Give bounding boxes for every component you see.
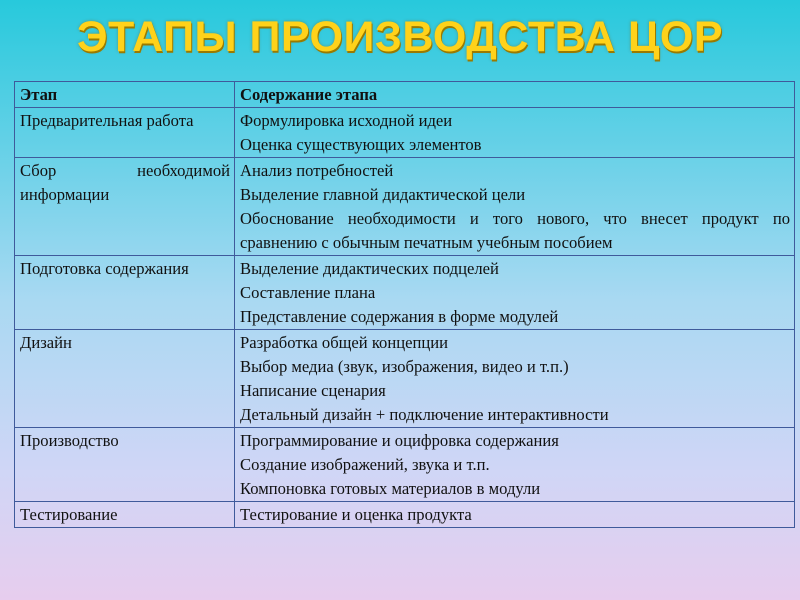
table-row [15, 108, 795, 158]
content-item: Представление содержания в форме модулей [240, 307, 559, 326]
stage-cell: Дизайн [15, 330, 235, 428]
stage-cell: Производство [15, 428, 235, 502]
content-item: Компоновка готовых материалов в модули [240, 479, 541, 498]
slide-title: ЭТАПЫ ПРОИЗВОДСТВА ЦОР [76, 13, 724, 61]
content-item: Тестирование и оценка продукта [240, 505, 472, 524]
table-row [15, 256, 795, 330]
content-item: Выделение главной дидактической цели [240, 185, 526, 204]
table-header-row [15, 82, 795, 108]
table-row [15, 502, 795, 528]
header-stage: Этап [15, 82, 235, 108]
content-item: Выбор медиа (звук, изображения, видео и т.п.) [240, 357, 569, 376]
stage-cell: Подготовка содержания [15, 256, 235, 330]
content-item: Составление плана [240, 283, 376, 302]
content-item: Оценка существующих элементов [240, 135, 482, 154]
table-row [15, 158, 795, 256]
content-item: Детальный дизайн + подключение интерактивности [240, 405, 609, 424]
content-item: Формулировка исходной идеи [240, 111, 453, 130]
stage-cell: Предварительная работа [15, 108, 235, 158]
content-item: Разработка общей концепции [240, 333, 448, 352]
content-cell [235, 502, 795, 528]
content-cell [235, 158, 795, 256]
header-content: Содержание этапа [235, 82, 795, 108]
content-item: Выделение дидактических подцелей [240, 259, 499, 278]
content-item: Написание сценария [240, 381, 386, 400]
content-item: Программирование и оцифровка содержания [240, 431, 559, 450]
content-cell [235, 108, 795, 158]
content-item: Обоснование необходимости и того нового, что внесет продукт по сравнению с обычным печатным учебным пособием [240, 209, 790, 252]
stage-cell: Тестирование [15, 502, 235, 528]
content-cell [235, 428, 795, 502]
stages-table [14, 81, 795, 528]
content-item: Анализ потребностей [240, 161, 394, 180]
table-row [15, 330, 795, 428]
content-cell [235, 330, 795, 428]
content-cell [235, 256, 795, 330]
content-item: Создание изображений, звука и т.п. [240, 455, 490, 474]
table-row [15, 428, 795, 502]
stage-cell: Сбор необходимой информации [15, 158, 235, 256]
